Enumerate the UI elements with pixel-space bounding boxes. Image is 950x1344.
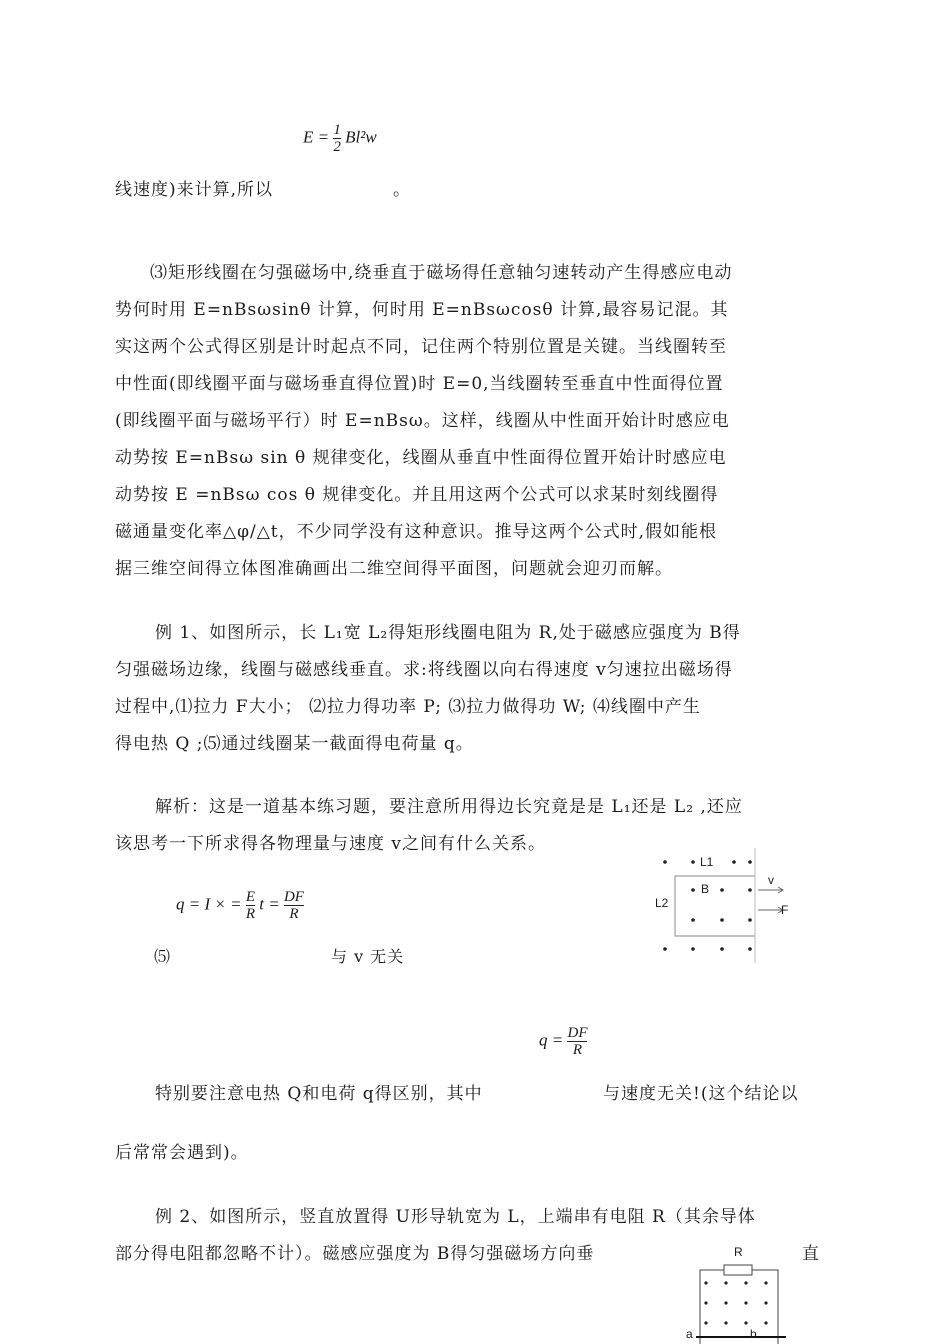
ex2-line-2-tail: 直: [802, 1244, 819, 1264]
resistor: [724, 1265, 752, 1275]
formula-e-fraction: [333, 122, 341, 155]
figure-1-coil: [650, 848, 800, 968]
analysis-line-2: 该思考一下所求得各物理量与速度 v之间有什么关系。: [115, 834, 547, 854]
formula-e: [303, 122, 377, 155]
p3-line-6: 动势按 E=nBsω sin θ 规律变化，线圈从垂直中性面得位置开始计时感应电: [115, 448, 727, 468]
p1-tail: 。: [393, 180, 410, 200]
p3-line-4: 中性面(即线圈平面与磁场垂直得位置)时 E=0,当线圈转至垂直中性面得位置: [115, 374, 724, 394]
formula-q-mid: t =: [259, 894, 280, 914]
fig2-label-b: b: [750, 1327, 757, 1341]
p3-line-3: 实这两个公式得区别是计时起点不同，记住两个特别位置是关键。当线圈转至: [115, 337, 727, 357]
fig1-label-l2: L2: [655, 896, 669, 910]
p3-line-8: 磁通量变化率△φ/△t，不少同学没有这种意识。推导这两个公式时,假如能根: [115, 522, 718, 542]
ex2-line-2: 部分得电阻都忽略不计）。磁感应强度为 B得匀强磁场方向垂: [115, 1244, 595, 1264]
formula-e-den: 2: [333, 139, 341, 155]
item5-label: ⑸: [154, 947, 171, 966]
formula-q-frac-1: [246, 889, 255, 922]
formula-q2-lhs: q =: [539, 1030, 564, 1050]
ex1-line-1: 例 1、如图所示，长 L₁宽 L₂得矩形线圈电阻为 R,处于磁感应强度为 B得: [155, 623, 741, 643]
formula-e-num: 1: [333, 122, 341, 138]
formula-e-lhs: E =: [303, 127, 330, 147]
paragraph-1: [115, 175, 273, 200]
formula-q-f1-den: R: [245, 906, 255, 922]
formula-e-rhs: Bl²w: [345, 127, 377, 147]
formula-q-f2-den: R: [289, 906, 299, 922]
figure-2-u-rail: [686, 1255, 796, 1344]
fig1-label-b: B: [701, 882, 710, 896]
formula-q-lhs: q = I × =: [176, 894, 242, 914]
analysis-line-1: 解析：这是一道基本练习题，要注意所用得边长究竟是是 L₁还是 L₂ ,还应: [155, 797, 743, 817]
note-line-2: 后常常会遇到)。: [115, 1143, 249, 1163]
p3-line-5: (即线圈平面与磁场平行）时 E=nBsω。这样，线圈从中性面开始计时感应电: [115, 411, 730, 431]
fig1-label-v: v: [768, 873, 774, 887]
ex1-line-2: 匀强磁场边缘，线圈与磁感线垂直。求:将线圈以向右得速度 v匀速拉出磁场得: [115, 660, 733, 680]
fig2-label-r: R: [734, 1245, 743, 1259]
formula-q2: [539, 1025, 587, 1058]
p3-line-7: 动势按 E =nBsω cos θ 规律变化。并且用这两个公式可以求某时刻线圈得: [115, 485, 719, 505]
rail-left: [700, 1270, 724, 1344]
formula-q2-den: R: [572, 1042, 583, 1058]
ex1-line-4: 得电热 Q ;⑸通过线圈某一截面得电荷量 q。: [115, 734, 474, 754]
formula-q2-num: DF: [567, 1025, 588, 1041]
formula-q: [176, 889, 304, 922]
formula-q-f1-num: E: [245, 889, 255, 905]
p3-line-2: 势何时用 E=nBsωsinθ 计算，何时用 E=nBsωcosθ 计算,最容易记混。其: [115, 300, 729, 320]
fig1-label-f: F: [781, 903, 789, 917]
formula-q2-fraction: [567, 1025, 587, 1058]
p1-text: 线速度)来计算,所以: [115, 180, 274, 200]
fig1-label-l1: L1: [700, 855, 714, 869]
p3-line-1: ⑶矩形线圈在匀强磁场中,绕垂直于磁场得任意轴匀速转动产生得感应电动: [150, 263, 733, 283]
ex2-line-1: 例 2、如图所示，竖直放置得 U形导轨宽为 L，上端串有电阻 R（其余导体: [155, 1207, 756, 1227]
p3-line-9: 据三维空间得立体图准确画出二维空间得平面图，问题就会迎刃而解。: [115, 559, 673, 579]
field-dots-2: [704, 1281, 767, 1324]
ex1-line-3: 过程中,⑴拉力 F大小； ⑵拉力得功率 P; ⑶拉力做得功 W; ⑷线圈中产生: [115, 697, 701, 717]
note-line-1-tail: 与速度无关!(这个结论以: [603, 1084, 799, 1104]
fig2-label-a: a: [686, 1327, 693, 1341]
item5-tail: 与 v 无关: [331, 947, 405, 966]
coil-rect: [675, 876, 755, 936]
formula-q-frac-2: [284, 889, 304, 922]
field-dots: [663, 860, 752, 951]
formula-q-f2-num: DF: [283, 889, 304, 905]
note-line-1-head: 特别要注意电热 Q和电荷 q得区别，其中: [155, 1084, 483, 1104]
